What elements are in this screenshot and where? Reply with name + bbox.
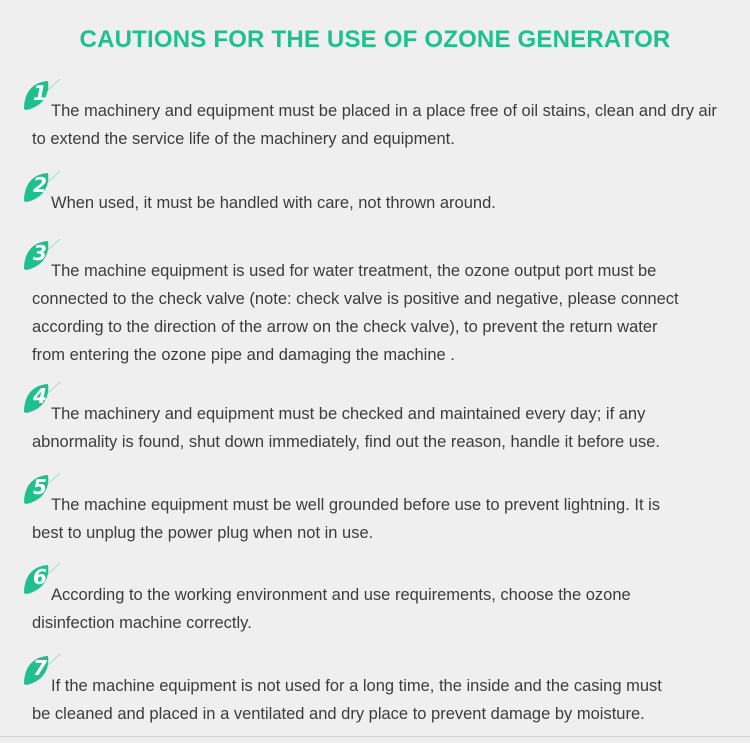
bottom-divider <box>0 736 750 737</box>
badge-number: 3 <box>33 241 47 265</box>
caution-line: from entering the ozone pipe and damaging the machine . <box>32 346 455 364</box>
number-badge-3 <box>22 239 64 273</box>
caution-item-4 <box>32 384 732 456</box>
caution-text <box>32 581 732 637</box>
caution-line: When used, it must be handled with care, not thrown around. <box>51 194 496 212</box>
badge-number: 5 <box>33 475 47 499</box>
badge-number: 2 <box>33 173 47 197</box>
number-badge-7 <box>22 654 64 688</box>
caution-text <box>32 189 732 217</box>
badge-number: 4 <box>33 384 47 408</box>
caution-item-7 <box>32 656 732 728</box>
caution-line: The machine equipment must be well grounded before use to prevent lightning. It is <box>51 496 661 514</box>
caution-line: According to the working environment and use requirements, choose the ozone <box>51 586 631 604</box>
caution-text <box>32 97 732 153</box>
caution-line: connected to the check valve (note: check valve is positive and negative, please connect <box>32 290 679 308</box>
number-badge-2 <box>22 171 64 205</box>
badge-number: 6 <box>33 565 47 589</box>
caution-line: The machinery and equipment must be placed in a place free of oil stains, clean and dry air <box>51 102 717 120</box>
caution-line: The machine equipment is used for water treatment, the ozone output port must be <box>51 262 657 280</box>
caution-item-3 <box>32 241 732 369</box>
number-badge-4 <box>22 382 64 416</box>
number-badge-1 <box>22 79 64 113</box>
caution-text <box>32 491 732 547</box>
number-badge-6 <box>22 563 64 597</box>
caution-item-5 <box>32 475 732 547</box>
caution-text <box>32 400 732 456</box>
badge-number: 7 <box>33 656 47 680</box>
caution-item-2 <box>32 173 732 217</box>
page-title: CAUTIONS FOR THE USE OF OZONE GENERATOR <box>79 26 671 53</box>
caution-item-6 <box>32 565 732 637</box>
caution-line: The machinery and equipment must be checked and maintained every day; if any <box>51 405 646 423</box>
caution-line: abnormality is found, shut down immediately, find out the reason, handle it before use. <box>32 433 660 451</box>
caution-text <box>32 257 732 369</box>
caution-line: best to unplug the power plug when not in use. <box>32 524 374 542</box>
caution-line: according to the direction of the arrow on the check valve), to prevent the return water <box>32 318 658 336</box>
caution-text <box>32 672 732 728</box>
caution-line: If the machine equipment is not used for a long time, the inside and the casing must <box>51 677 662 695</box>
badge-number: 1 <box>33 81 47 105</box>
number-badge-5 <box>22 473 64 507</box>
caution-line: be cleaned and placed in a ventilated and dry place to prevent damage by moisture. <box>32 705 645 723</box>
caution-line: disinfection machine correctly. <box>32 614 252 632</box>
caution-line: to extend the service life of the machinery and equipment. <box>32 130 455 148</box>
caution-item-1 <box>32 81 732 153</box>
